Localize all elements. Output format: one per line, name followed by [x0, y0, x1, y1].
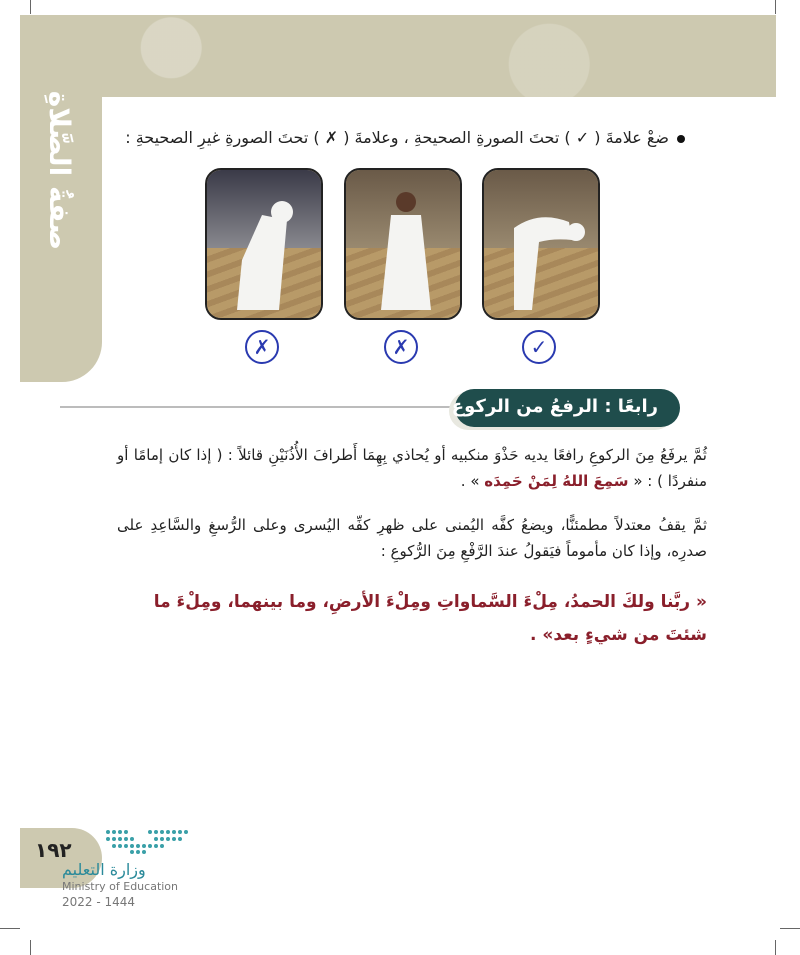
crop-mark — [0, 928, 20, 929]
bullet-icon — [677, 135, 685, 143]
cross-mark-icon: ✗ — [245, 330, 279, 364]
ministry-logo-icon — [100, 826, 192, 856]
photo-correct-bowing — [482, 168, 600, 320]
cross-mark-icon: ✗ — [384, 330, 418, 364]
person-figure — [207, 170, 321, 318]
heading-rule — [60, 406, 455, 408]
chapter-title: صفةُ الصَّلاةِ — [43, 90, 77, 250]
dua-text: « ربَّنا ولكَ الحمدُ، مِلْءَ السَّماواتِ ومِلْءَ الأرضِ، وما بينهما، ومِلْءَ ما شئتَ من شيءٍ بعد» . — [153, 592, 707, 645]
header-band — [20, 15, 776, 97]
ministry-name-english: Ministry of Education — [62, 880, 179, 893]
crop-mark — [30, 0, 31, 14]
section-heading: رابعًا : الرفعُ من الركوع — [455, 389, 680, 427]
highlight-phrase: سَمِعَ اللهُ لِمَنْ حَمِدَه — [484, 472, 629, 490]
person-figure — [346, 170, 460, 318]
crop-mark — [775, 0, 776, 14]
photo-incorrect-bowing-2 — [205, 168, 323, 320]
ministry-name-arabic: وزارة التعليم — [62, 860, 146, 879]
paragraph-1: ثُمَّ يرفَعُ مِنَ الركوعِ رافعًا يديه حَذْوَ منكبيه أو يُحاذي بِهِمَا أَطرافَ الأُذُنَيْنِ قائلاً : ( إذا كان إمامًا أو منفردًا ) : « سَمِعَ اللهُ لِمَنْ حَمِدَه » . — [117, 446, 707, 490]
photo-incorrect-bowing-1 — [344, 168, 462, 320]
page-number: ١٩٢ — [35, 838, 72, 862]
crop-mark — [775, 940, 776, 955]
edition-year: 2022 - 1444 — [62, 895, 136, 909]
crop-mark — [30, 940, 31, 955]
paragraph-2: ثمَّ يقفُ معتدلاً مطمئنًّا، ويضعُ كفَّه اليُمنى على ظهرِ كفِّه اليُسرى وعلى الرُّسغِ والسَّاعِدِ على صدرِه، وإذا كان مأموماً فيَقولُ عندَ الرَّفْعِ مِنَ الرُّكوعِ : — [117, 516, 707, 560]
person-figure — [484, 170, 598, 318]
exercise-instruction: ضعْ علامةَ ( ✓ ) تحتَ الصورةِ الصحيحةِ ، وعلامةَ ( ✗ ) تحتَ الصورةِ غيرِ الصحيحةِ : — [125, 128, 685, 147]
crop-mark — [780, 928, 800, 929]
check-mark-icon: ✓ — [522, 330, 556, 364]
